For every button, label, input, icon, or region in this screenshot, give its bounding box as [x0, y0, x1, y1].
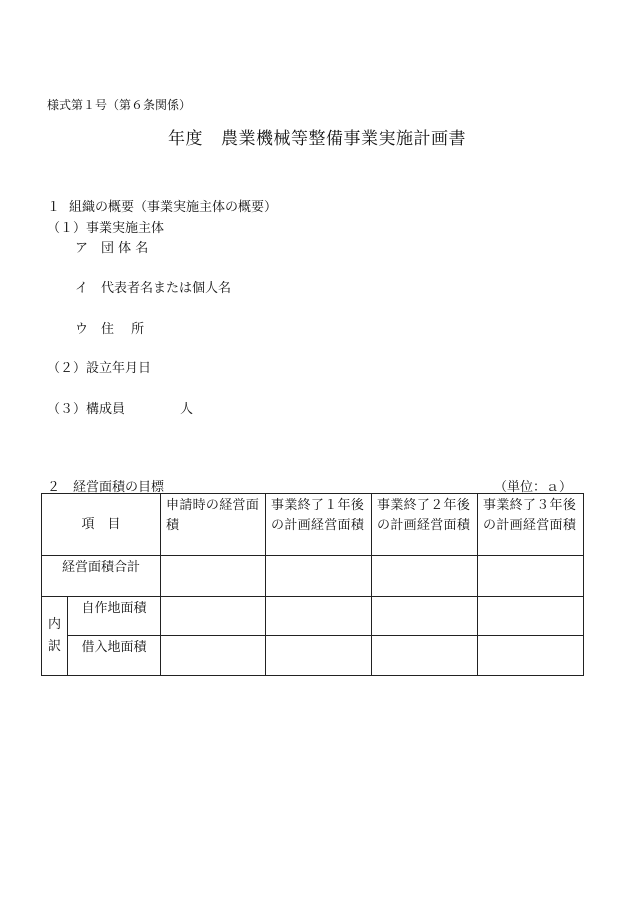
section1-heading	[47, 196, 277, 215]
field-marker-a: ア	[75, 241, 89, 256]
table-cell-input[interactable]	[161, 556, 266, 597]
field-label-representative: 代表者名または個人名	[101, 281, 232, 296]
section2-title: 経営面積の目標	[73, 480, 165, 495]
column-header-year1: 事業終了１年後の計画経営面積	[266, 494, 372, 556]
field-address	[75, 318, 144, 337]
table-row-total	[42, 556, 584, 597]
column-header-year3: 事業終了３年後の計画経営面積	[478, 494, 584, 556]
row-label-total: 経営面積合計	[42, 556, 161, 597]
field-marker-i: イ	[75, 281, 89, 296]
breakdown-label	[42, 597, 68, 676]
field-label-group-name: 団 体 名	[101, 241, 149, 256]
table-row-owned	[42, 597, 584, 636]
table-cell-input[interactable]	[266, 597, 372, 636]
table-cell-input[interactable]	[372, 597, 478, 636]
table-cell-input[interactable]	[161, 636, 266, 676]
table-cell-input[interactable]	[478, 636, 584, 676]
table-row-leased	[42, 636, 584, 676]
item-header: 項 目	[42, 494, 161, 556]
form-number: 様式第１号（第６条関係）	[47, 98, 192, 112]
section1-number: １	[47, 200, 61, 215]
table-cell-input[interactable]	[266, 636, 372, 676]
field-marker-u: ウ	[75, 322, 89, 337]
members-unit: 人	[180, 402, 194, 417]
page-title	[168, 124, 466, 149]
field-label-address: 住 所	[101, 322, 145, 337]
row-label-owned-land: 自作地面積	[68, 597, 161, 636]
subsection-established-date: （２）設立年月日	[47, 361, 152, 376]
table-cell-input[interactable]	[161, 597, 266, 636]
section1-title: 組織の概要（事業実施主体の概要）	[69, 200, 278, 215]
title-main: 農業機械等整備事業実施計画書	[221, 129, 466, 149]
area-target-table	[41, 493, 584, 676]
subsection-members: （３）構成員	[47, 402, 126, 417]
field-group-name	[75, 237, 148, 256]
section2-number: ２	[47, 480, 61, 495]
table-cell-input[interactable]	[266, 556, 372, 597]
column-header-year2: 事業終了２年後の計画経営面積	[372, 494, 478, 556]
table-cell-input[interactable]	[372, 636, 478, 676]
row-label-leased-land: 借入地面積	[68, 636, 161, 676]
subsection-entity: （１）事業実施主体	[47, 221, 165, 236]
breakdown-label-1: 内	[47, 617, 61, 632]
unit-label: （単位：ａ）	[493, 480, 572, 495]
column-header-application: 申請時の経営面積	[161, 494, 266, 556]
title-year: 年度	[168, 129, 203, 149]
table-cell-input[interactable]	[478, 556, 584, 597]
table-header-row	[42, 494, 584, 556]
table-cell-input[interactable]	[478, 597, 584, 636]
field-representative	[75, 277, 231, 296]
table-cell-input[interactable]	[372, 556, 478, 597]
breakdown-label-2: 訳	[47, 639, 61, 654]
